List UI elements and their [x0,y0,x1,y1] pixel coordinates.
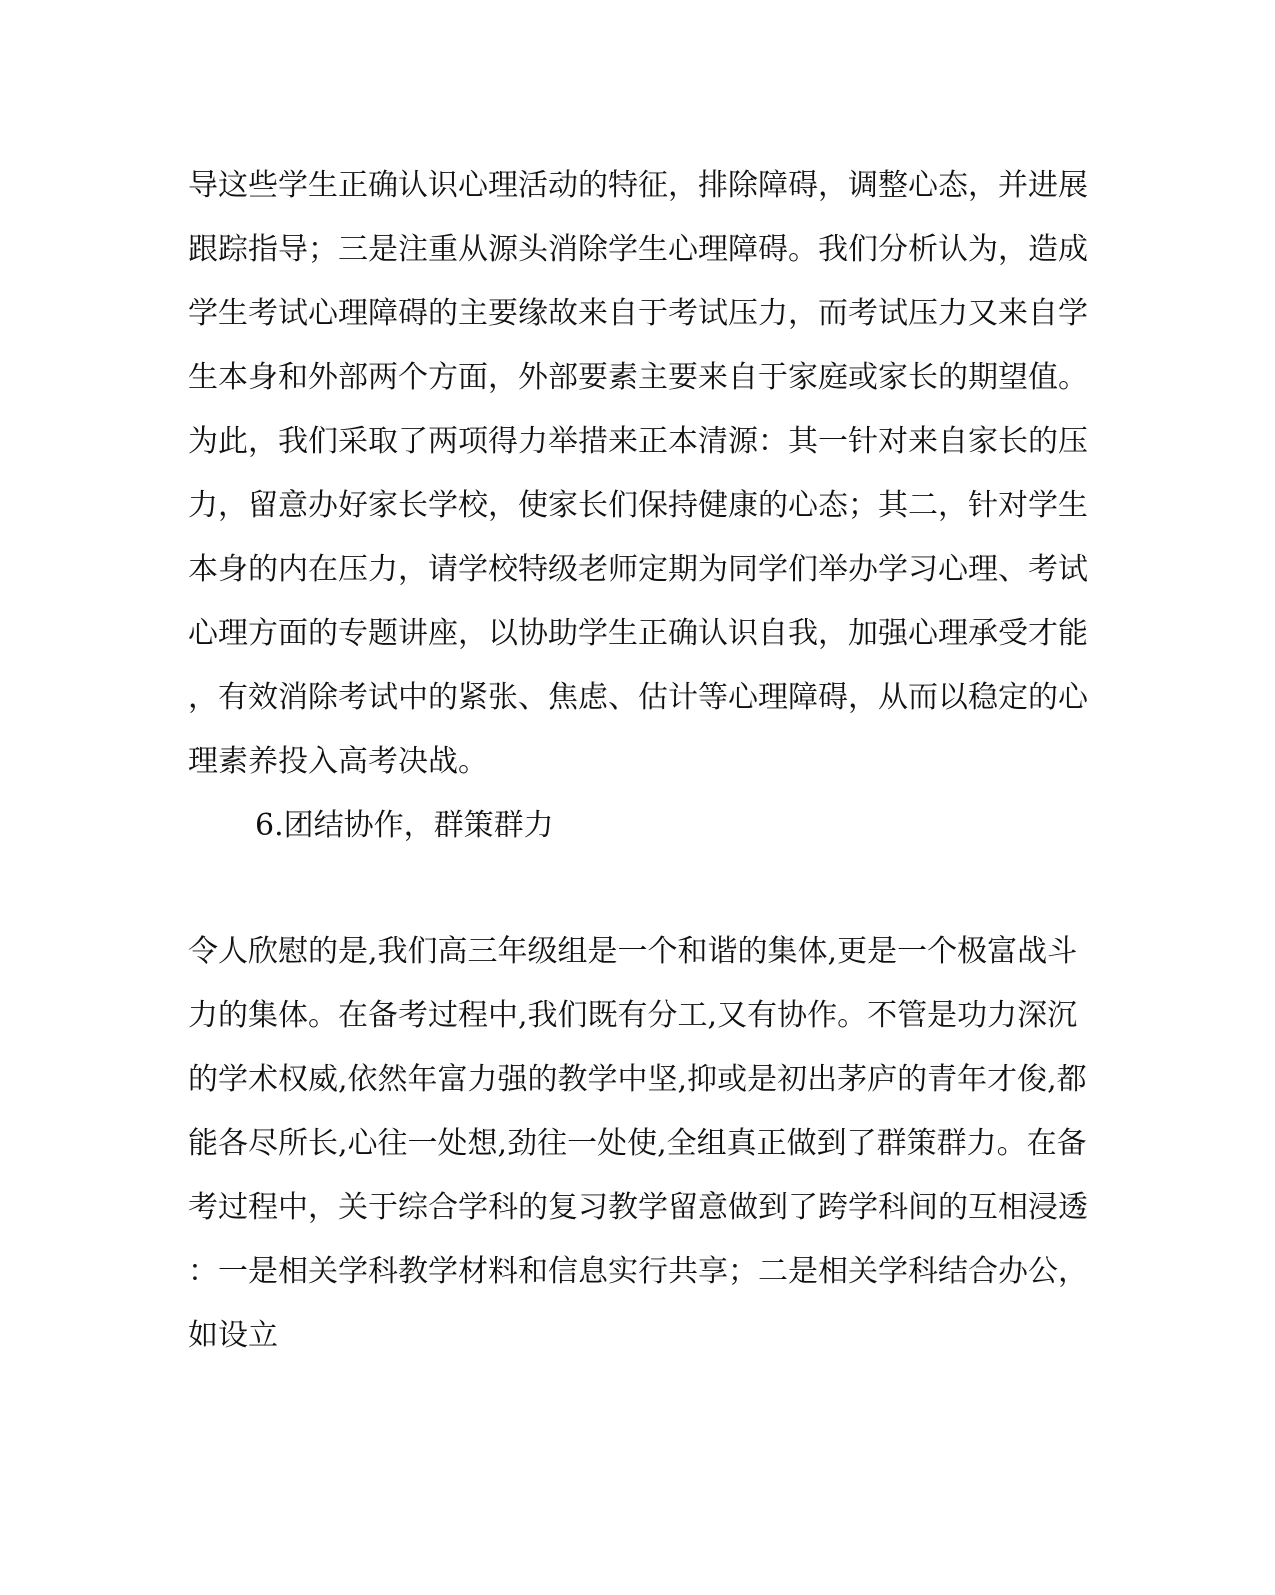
paragraph-line: 学生考试心理障碍的主要缘故来自于考试压力，而考试压力又来自学 [188,296,1088,331]
paragraph-line: 为此，我们采取了两项得力举措来正本清源：其一针对来自家长的压 [188,424,1088,459]
paragraph-line: 力的集体。在备考过程中,我们既有分工,又有协作。不管是功力深沉 [188,998,1078,1033]
paragraph-line: 如设立 [188,1318,278,1353]
paragraph-line: 理素养投入高考决战。 [188,744,488,779]
paragraph-line: 本身的内在压力，请学校特级老师定期为同学们举办学习心理、考试 [188,552,1088,587]
paragraph-line: 考过程中，关于综合学科的复习教学留意做到了跨学科间的互相浸透 [188,1190,1088,1225]
paragraph-line: 力，留意办好家长学校，使家长们保持健康的心态；其二，针对学生 [188,488,1088,523]
paragraph-line: 的学术权威,依然年富力强的教学中坚,抑或是初出茅庐的青年才俊,都 [188,1062,1087,1097]
paragraph-line: 生本身和外部两个方面，外部要素主要来自于家庭或家长的期望值。 [188,360,1088,395]
section-heading: 6.团结协作，群策群力 [255,808,554,843]
paragraph-line: 能各尽所长,心往一处想,劲往一处使,全组真正做到了群策群力。在备 [188,1126,1087,1161]
paragraph-line: ，有效消除考试中的紧张、焦虑、估计等心理障碍，从而以稳定的心 [188,680,1088,715]
paragraph-line: ：一是相关学科教学材料和信息实行共享；二是相关学科结合办公， [188,1254,1088,1289]
paragraph-line: 跟踪指导；三是注重从源头消除学生心理障碍。我们分析认为，造成 [188,232,1088,267]
paragraph-line: 令人欣慰的是,我们高三年级组是一个和谐的集体,更是一个极富战斗 [188,934,1078,969]
paragraph-line: 心理方面的专题讲座，以协助学生正确认识自我，加强心理承受才能 [188,616,1088,651]
paragraph-line: 导这些学生正确认识心理活动的特征，排除障碍，调整心态，并进展 [188,168,1088,203]
